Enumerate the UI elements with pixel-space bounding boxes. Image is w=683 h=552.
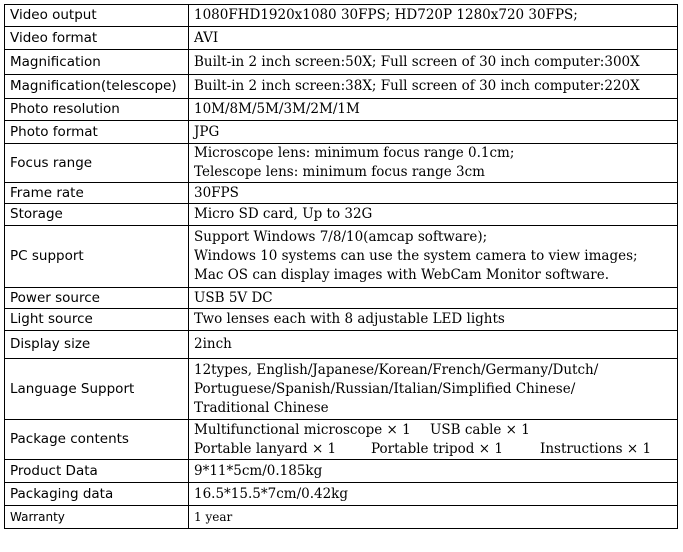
spec-value bbox=[189, 121, 678, 144]
spec-row bbox=[5, 288, 678, 309]
spec-label: Photo resolution bbox=[5, 99, 189, 121]
spec-label: Warranty bbox=[5, 506, 189, 529]
package-item: Instructions × 1 bbox=[540, 440, 652, 457]
package-item: Multifunctional microscope × 1 bbox=[194, 421, 411, 438]
spec-value-line: 1 year bbox=[194, 509, 233, 524]
spec-table-body bbox=[5, 5, 678, 529]
spec-value bbox=[189, 309, 678, 331]
spec-row bbox=[5, 99, 678, 121]
spec-value bbox=[189, 331, 678, 359]
spec-label: Photo format bbox=[5, 121, 189, 144]
spec-value-line: Support Windows 7/8/10(amcap software); bbox=[194, 229, 488, 245]
spec-label: Frame rate bbox=[5, 183, 189, 204]
spec-label: Video format bbox=[5, 27, 189, 50]
spec-row bbox=[5, 506, 678, 529]
spec-value bbox=[189, 420, 678, 460]
spec-value bbox=[189, 99, 678, 121]
spec-row bbox=[5, 420, 678, 460]
spec-label: Package contents bbox=[5, 420, 189, 460]
spec-row bbox=[5, 483, 678, 506]
spec-row bbox=[5, 460, 678, 483]
spec-value-line: 16.5*15.5*7cm/0.42kg bbox=[194, 485, 348, 502]
spec-value-line: JPG bbox=[194, 123, 220, 140]
spec-row bbox=[5, 144, 678, 183]
spec-row bbox=[5, 359, 678, 420]
spec-row bbox=[5, 50, 678, 75]
spec-value-line: Portuguese/Spanish/Russian/Italian/Simplified Chinese/ bbox=[194, 380, 576, 397]
spec-label: Product Data bbox=[5, 460, 189, 483]
spec-value bbox=[189, 144, 678, 183]
spec-row bbox=[5, 121, 678, 144]
spec-value-line: 9*11*5cm/0.185kg bbox=[194, 462, 323, 479]
package-item: USB cable × 1 bbox=[430, 421, 530, 438]
package-line bbox=[194, 440, 672, 459]
spec-value bbox=[189, 359, 678, 420]
spec-label: Magnification bbox=[5, 50, 189, 75]
spec-value-line: 10M/8M/5M/3M/2M/1M bbox=[194, 101, 360, 117]
spec-value-line: Built-in 2 inch screen:38X; Full screen of 30 inch computer:220X bbox=[194, 78, 640, 94]
spec-value-line: 30FPS bbox=[194, 184, 239, 201]
spec-value-line: USB 5V DC bbox=[194, 289, 273, 306]
spec-label: Video output bbox=[5, 5, 189, 27]
package-line bbox=[194, 421, 672, 440]
spec-value-line: Built-in 2 inch screen:50X; Full screen of 30 inch computer:300X bbox=[194, 53, 640, 70]
spec-value-line: Windows 10 systems can use the system camera to view images; bbox=[194, 248, 638, 264]
spec-row bbox=[5, 309, 678, 331]
package-item: Portable tripod × 1 bbox=[371, 440, 503, 457]
spec-label: Light source bbox=[5, 309, 189, 331]
spec-value bbox=[189, 483, 678, 506]
spec-value-line: Traditional Chinese bbox=[194, 399, 329, 416]
spec-value-line: Telescope lens: minimum focus range 3cm bbox=[194, 164, 485, 180]
spec-label: Packaging data bbox=[5, 483, 189, 506]
package-item: Portable lanyard × 1 bbox=[194, 440, 337, 457]
spec-value bbox=[189, 460, 678, 483]
spec-value-line: Mac OS can display images with WebCam Monitor software. bbox=[194, 267, 609, 283]
spec-row bbox=[5, 226, 678, 288]
spec-value-line: AVI bbox=[194, 29, 219, 46]
spec-value bbox=[189, 226, 678, 288]
spec-row bbox=[5, 183, 678, 204]
spec-value-line: Micro SD card, Up to 32G bbox=[194, 206, 373, 222]
spec-row bbox=[5, 204, 678, 226]
spec-table bbox=[4, 4, 678, 529]
spec-value bbox=[189, 183, 678, 204]
spec-label: PC support bbox=[5, 226, 189, 288]
spec-row bbox=[5, 75, 678, 99]
spec-row bbox=[5, 331, 678, 359]
spec-value bbox=[189, 50, 678, 75]
spec-value-line: 2inch bbox=[194, 336, 232, 352]
spec-value bbox=[189, 75, 678, 99]
spec-label: Storage bbox=[5, 204, 189, 226]
spec-label: Focus range bbox=[5, 144, 189, 183]
spec-value bbox=[189, 27, 678, 50]
spec-value-line: 1080FHD1920x1080 30FPS; HD720P 1280x720 30FPS; bbox=[194, 7, 578, 23]
spec-row bbox=[5, 5, 678, 27]
spec-value bbox=[189, 5, 678, 27]
spec-value bbox=[189, 506, 678, 529]
spec-row bbox=[5, 27, 678, 50]
spec-value bbox=[189, 288, 678, 309]
spec-label: Magnification(telescope) bbox=[5, 75, 189, 99]
spec-value-line: 12types, English/Japanese/Korean/French/Germany/Dutch/ bbox=[194, 361, 599, 378]
spec-value-line: Two lenses each with 8 adjustable LED lights bbox=[194, 311, 505, 327]
spec-label: Power source bbox=[5, 288, 189, 309]
spec-label: Language Support bbox=[5, 359, 189, 420]
spec-value bbox=[189, 204, 678, 226]
spec-label: Display size bbox=[5, 331, 189, 359]
spec-value-line: Microscope lens: minimum focus range 0.1cm; bbox=[194, 145, 515, 161]
